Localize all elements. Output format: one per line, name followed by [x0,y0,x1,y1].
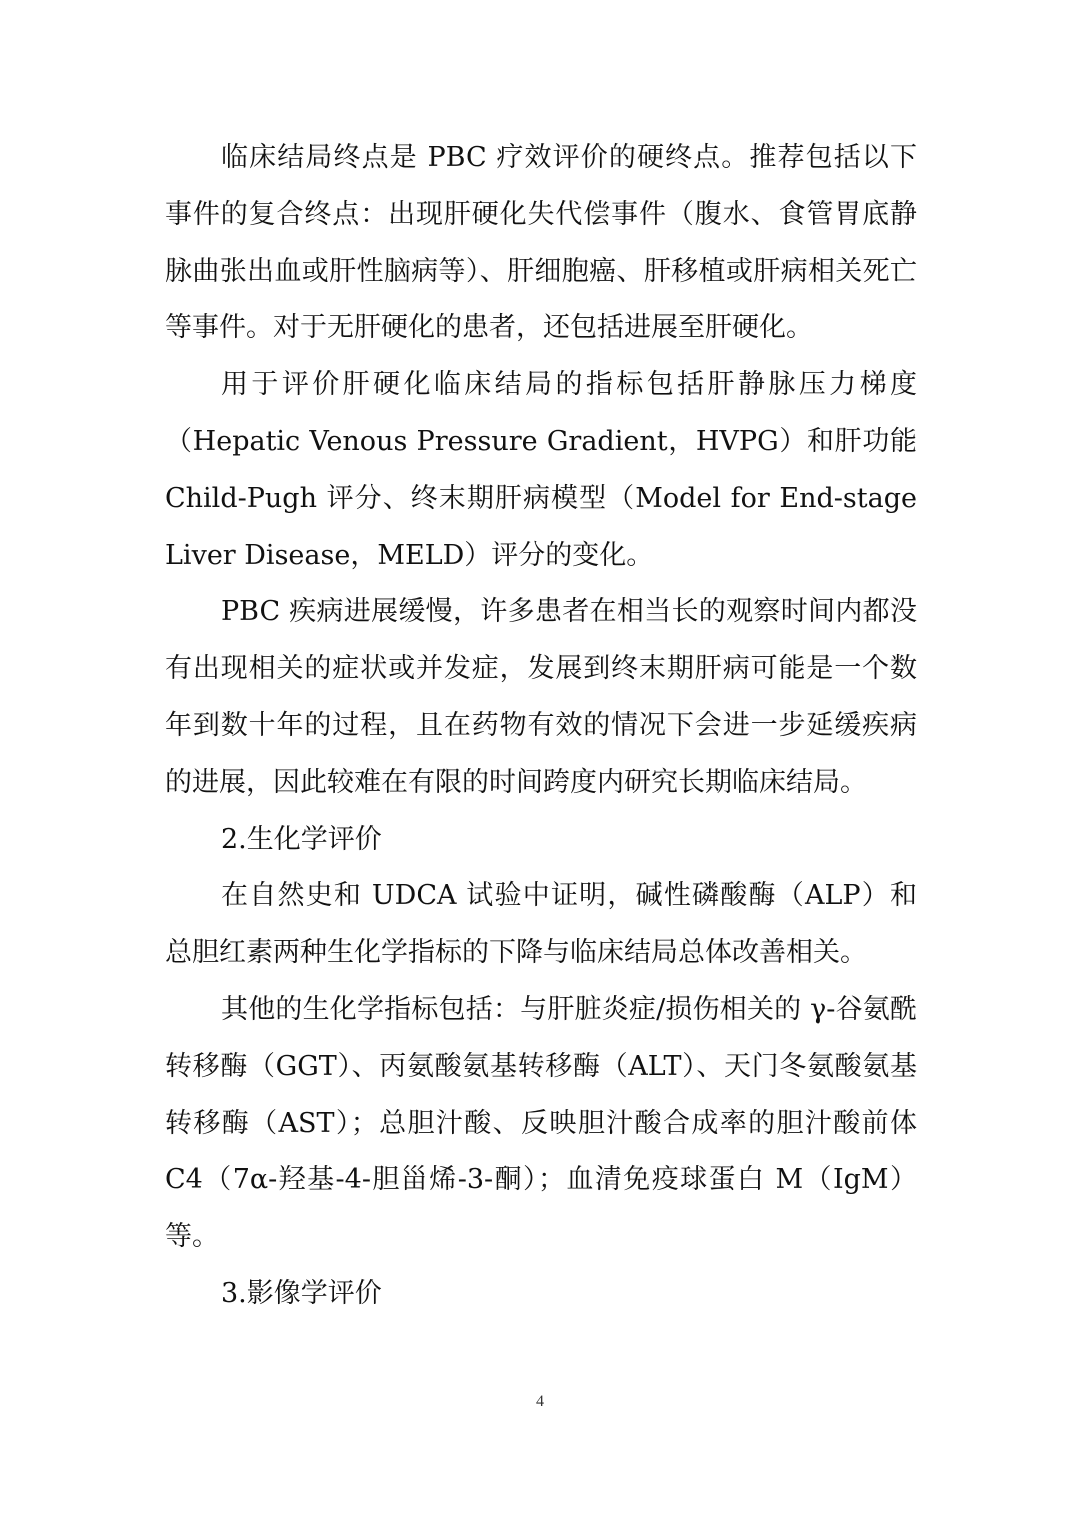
paragraph-alp-bilirubin: 在自然史和 UDCA 试验中证明，碱性磷酸酶（ALP）和总胆红素两种生化学指标的下降与临床结局总体改善相关。 [165,880,917,969]
paragraph-other-biochemical: 其他的生化学指标包括：与肝脏炎症/损伤相关的 γ-谷氨酰转移酶（GGT）、丙氨酸氨基转移酶（ALT）、天门冬氨酸氨基转移酶（AST）；总胆汁酸、反映胆汁酸合成率的胆汁酸前体 C4（7α-羟基-4-胆甾烯-3-酮）；血清免疫球蛋白 M（IgM）等。 [165,993,917,1253]
heading-imaging-evaluation: 3.影像学评价 [221,1277,382,1309]
heading-biochemical-evaluation: 2.生化学评价 [221,823,382,855]
paragraph-disease-progression: PBC 疾病进展缓慢，许多患者在相当长的观察时间内都没有出现相关的症状或并发症，发展到终末期肝病可能是一个数年到数十年的过程，且在药物有效的情况下会进一步延缓疾病的进展，因此较难在有限的时间跨度内研究长期临床结局。 [165,596,917,798]
page-number: 4 [536,1393,544,1410]
paragraph-cirrhosis-indicators: 用于评价肝硬化临床结局的指标包括肝静脉压力梯度（Hepatic Venous Pressure Gradient，HVPG）和肝功能 Child-Pugh 评分、终末期肝病模型（Model for End-stage Liver Disease，MELD）评分的变化。 [165,369,917,571]
document-body [165,130,917,1323]
paragraph-clinical-endpoints: 临床结局终点是 PBC 疗效评价的硬终点。推荐包括以下事件的复合终点：出现肝硬化失代偿事件（腹水、食管胃底静脉曲张出血或肝性脑病等）、肝细胞癌、肝移植或肝病相关死亡等事件。对于无肝硬化的患者，还包括进展至肝硬化。 [165,142,917,344]
